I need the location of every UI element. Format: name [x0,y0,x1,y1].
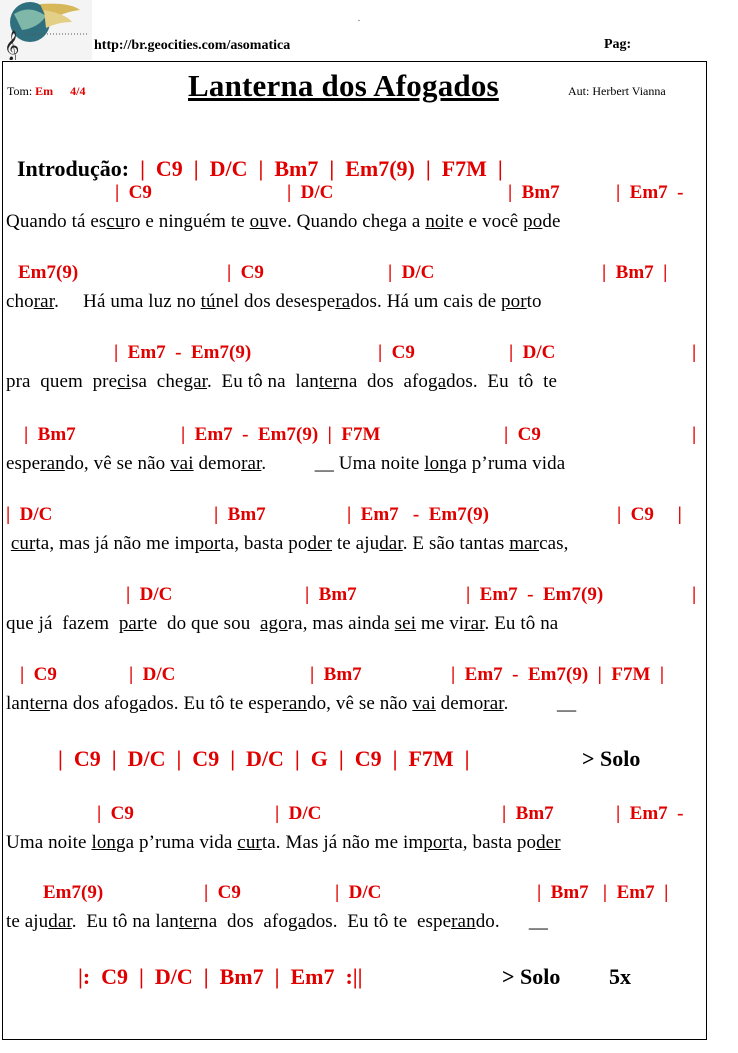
stressed-syllable: tú [200,291,216,312]
key-label: Tom: [7,84,33,98]
stressed-syllable: ran [451,911,476,932]
verse-chord-6-1: | D/C [126,584,173,605]
lyric-segment: . Eu tô na lan [71,911,179,932]
verse2-chord-1-4: | Em7 - [616,803,684,824]
header-dot: . [358,14,360,23]
intro-chords: | C9 | D/C | Bm7 | Em7(9) | F7M | [129,156,503,181]
stressed-syllable: ga [128,693,148,714]
stressed-syllable: por [501,291,527,312]
verse2-chord-1-2: | D/C [275,803,322,824]
time-signature: 4/4 [70,84,86,98]
lyric-segment: ra, mas ainda [287,613,395,634]
stressed-syllable: rar [483,693,504,714]
stressed-syllable: vai [170,453,194,474]
stressed-syllable: mar [509,533,540,554]
lyric-segment: Quando tá es [6,211,107,232]
verse2-chord-1-3: | Bm7 [502,803,554,824]
lyric-segment: ta. Mas já não me im [261,832,424,853]
stressed-syllable: rar [464,613,485,634]
lyric-segment: . Há uma luz no [54,291,201,312]
lyric-segment: dos. Eu tô te espe [306,911,452,932]
verse2-chord-2-3: | D/C [335,882,382,903]
lyric-segment: demo [193,453,242,474]
stressed-syllable: por [423,832,449,853]
stressed-syllable: cu [106,211,125,232]
verse-chord-5-1: | D/C [6,504,53,525]
verse-chord-6-4: | [692,584,697,605]
lyric-segment: me vi [416,613,465,634]
ending-repeat-count: 5x [609,964,631,989]
key-value: Em [35,84,54,98]
verse2-chord-1-1: | C9 [97,803,134,824]
verse-chord-1-4: | Em7 - [616,182,684,203]
lyric-segment: . E são tantas [402,533,510,554]
verse-chord-3-4: | [692,342,697,363]
verse-lyric-line-6 [6,613,558,635]
song-author: Aut: Herbert Vianna [568,84,666,98]
ending-solo-label: > Solo [502,964,561,989]
lyric-segment: demo [435,693,484,714]
lyric-segment: . __ [503,693,577,714]
stressed-syllable: por [194,533,221,554]
verse-lyric-line-1 [6,211,561,233]
stressed-syllable: ra [335,291,351,312]
stressed-syllable: sei [394,613,417,634]
lyric-segment: dos. Eu tô te [446,371,557,392]
page-label: Pag: [604,37,632,52]
lyric-segment: ve. Quando chega a [268,211,426,232]
ending-chords: |: C9 | D/C | Bm7 | Em7 :|| [78,964,363,989]
lyric-segment: dos. Eu tô te espe [147,693,283,714]
stressed-syllable: ga [428,371,447,392]
verse-chord-7-3: | Bm7 [310,664,362,685]
stressed-syllable: der [536,832,561,853]
stressed-syllable: dar [379,533,403,554]
verse-chord-1-1: | C9 [115,182,152,203]
lyric-segment: do, vê se não [64,453,171,474]
song-title: Lanterna dos Afogados [188,68,499,103]
verse-chord-4-2: | Em7 - Em7(9) | F7M [181,424,381,445]
stressed-syllable: ga [287,911,307,932]
verse-chord-5-4: | C9 | [617,504,682,525]
verse-chord-4-3: | C9 [504,424,541,445]
verse2-chord-2-2: | C9 [204,882,241,903]
lyric-segment: espe [6,453,41,474]
verse-lyric-line-7 [6,693,576,715]
stressed-syllable: ter [318,371,340,392]
verse-chord-2-3: | D/C [388,262,435,283]
lyric-segment: te aju [6,911,49,932]
bridge-solo-label: > Solo [582,746,641,771]
verse-chord-6-3: | Em7 - Em7(9) [466,584,604,605]
stressed-syllable: ago [260,613,288,634]
lyric-segment: te e você [449,211,524,232]
verse2-lyric-line-1 [6,832,561,854]
verse-chord-7-1: | C9 [20,664,57,685]
lyric-segment: cho [6,291,34,312]
lyric-segment: . Eu tô na lan [206,371,319,392]
verse-chord-7-4: | Em7 - Em7(9) | F7M | [451,664,665,685]
verse-lyric-line-4 [6,453,565,475]
lyric-segment: cas, [539,533,569,554]
lyric-segment: de [542,211,561,232]
stressed-syllable: dar [48,911,72,932]
stressed-syllable: ou [249,211,269,232]
lyric-segment: na dos afo [339,371,429,392]
stressed-syllable: cur [237,832,262,853]
stressed-syllable: noi [425,211,450,232]
lyric-segment: sa che [131,371,184,392]
stressed-syllable: ter [178,911,200,932]
verse2-lyric-line-2 [6,911,548,933]
song-key [7,84,86,99]
verse2-chord-2-1: Em7(9) [43,882,104,903]
verse-chord-3-2: | C9 [378,342,415,363]
intro-label: Introdução: [17,156,130,181]
lyric-segment: ta, basta po [220,533,308,554]
verse-chord-6-2: | Bm7 [305,584,357,605]
lyric-segment: . Eu tô na [484,613,559,634]
lyric-segment: do. __ [475,911,549,932]
verse-lyric-line-3 [6,371,557,393]
verse-chord-1-3: | Bm7 [508,182,560,203]
lyric-segment: na dos afo [49,693,129,714]
stressed-syllable: ci [117,371,132,392]
lyric-segment: dos. Há um cais de [350,291,502,312]
lyric-segment: do, vê se não [306,693,413,714]
verse2-chord-2-4: | Bm7 | Em7 | [537,882,669,903]
verse-chord-5-3: | Em7 - Em7(9) [347,504,489,525]
verse-chord-1-2: | D/C [287,182,334,203]
stressed-syllable: gar [183,371,207,392]
lyric-segment: ro e ninguém te [124,211,250,232]
lyric-segment: ta, mas já não me im [35,533,195,554]
verse-chord-4-1: | Bm7 [24,424,76,445]
lyric-segment: Uma noite [6,832,92,853]
stressed-syllable: vai [412,693,436,714]
lyric-segment: ga p’ruma vida [116,832,238,853]
stressed-syllable: par [118,613,144,634]
stressed-syllable: po [523,211,543,232]
lyric-segment: te aju [332,533,380,554]
verse-chord-7-2: | D/C [129,664,176,685]
verse-lyric-line-2 [6,291,542,313]
lyric-segment: lan [6,693,30,714]
lyric-segment: na dos afo [199,911,288,932]
verse-lyric-line-5 [6,533,568,555]
lyric-segment: te do que sou [143,613,261,634]
verse-chord-4-4: | [692,424,697,445]
stressed-syllable: rar [33,291,55,312]
bridge-chords: | C9 | D/C | C9 | D/C | G | C9 | F7M | [58,746,470,771]
stressed-syllable: der [307,533,333,554]
verse-chord-2-2: | C9 [227,262,264,283]
lyric-segment: to [526,291,542,312]
stressed-syllable: rar [241,453,262,474]
intro-line [6,130,503,182]
lyric-segment: nel dos desespe [215,291,336,312]
verse-chord-3-3: | D/C [509,342,556,363]
verse-chord-2-4: | Bm7 | [602,262,668,283]
stressed-syllable: ran [40,453,65,474]
svg-text:𝄞: 𝄞 [4,31,20,60]
verse-chord-5-2: | Bm7 [214,504,266,525]
stressed-syllable: cur [10,533,36,554]
stressed-syllable: lon [424,453,449,474]
site-logo-icon [0,0,92,60]
site-url-link[interactable]: http://br.geocities.com/asomatica [94,38,291,53]
stressed-syllable: ter [29,693,50,714]
lyric-segment: ga p’ruma vida [448,453,566,474]
verse-chord-3-1: | Em7 - Em7(9) [114,342,252,363]
lyric-segment: pra quem pre [6,371,118,392]
verse-chord-2-1: Em7(9) [18,262,79,283]
stressed-syllable: ran [282,693,307,714]
stressed-syllable: lon [91,832,117,853]
lyric-segment: ta, basta po [448,832,537,853]
lyric-segment: que já fazem [6,613,119,634]
lyric-segment: . __ Uma noite [261,453,425,474]
